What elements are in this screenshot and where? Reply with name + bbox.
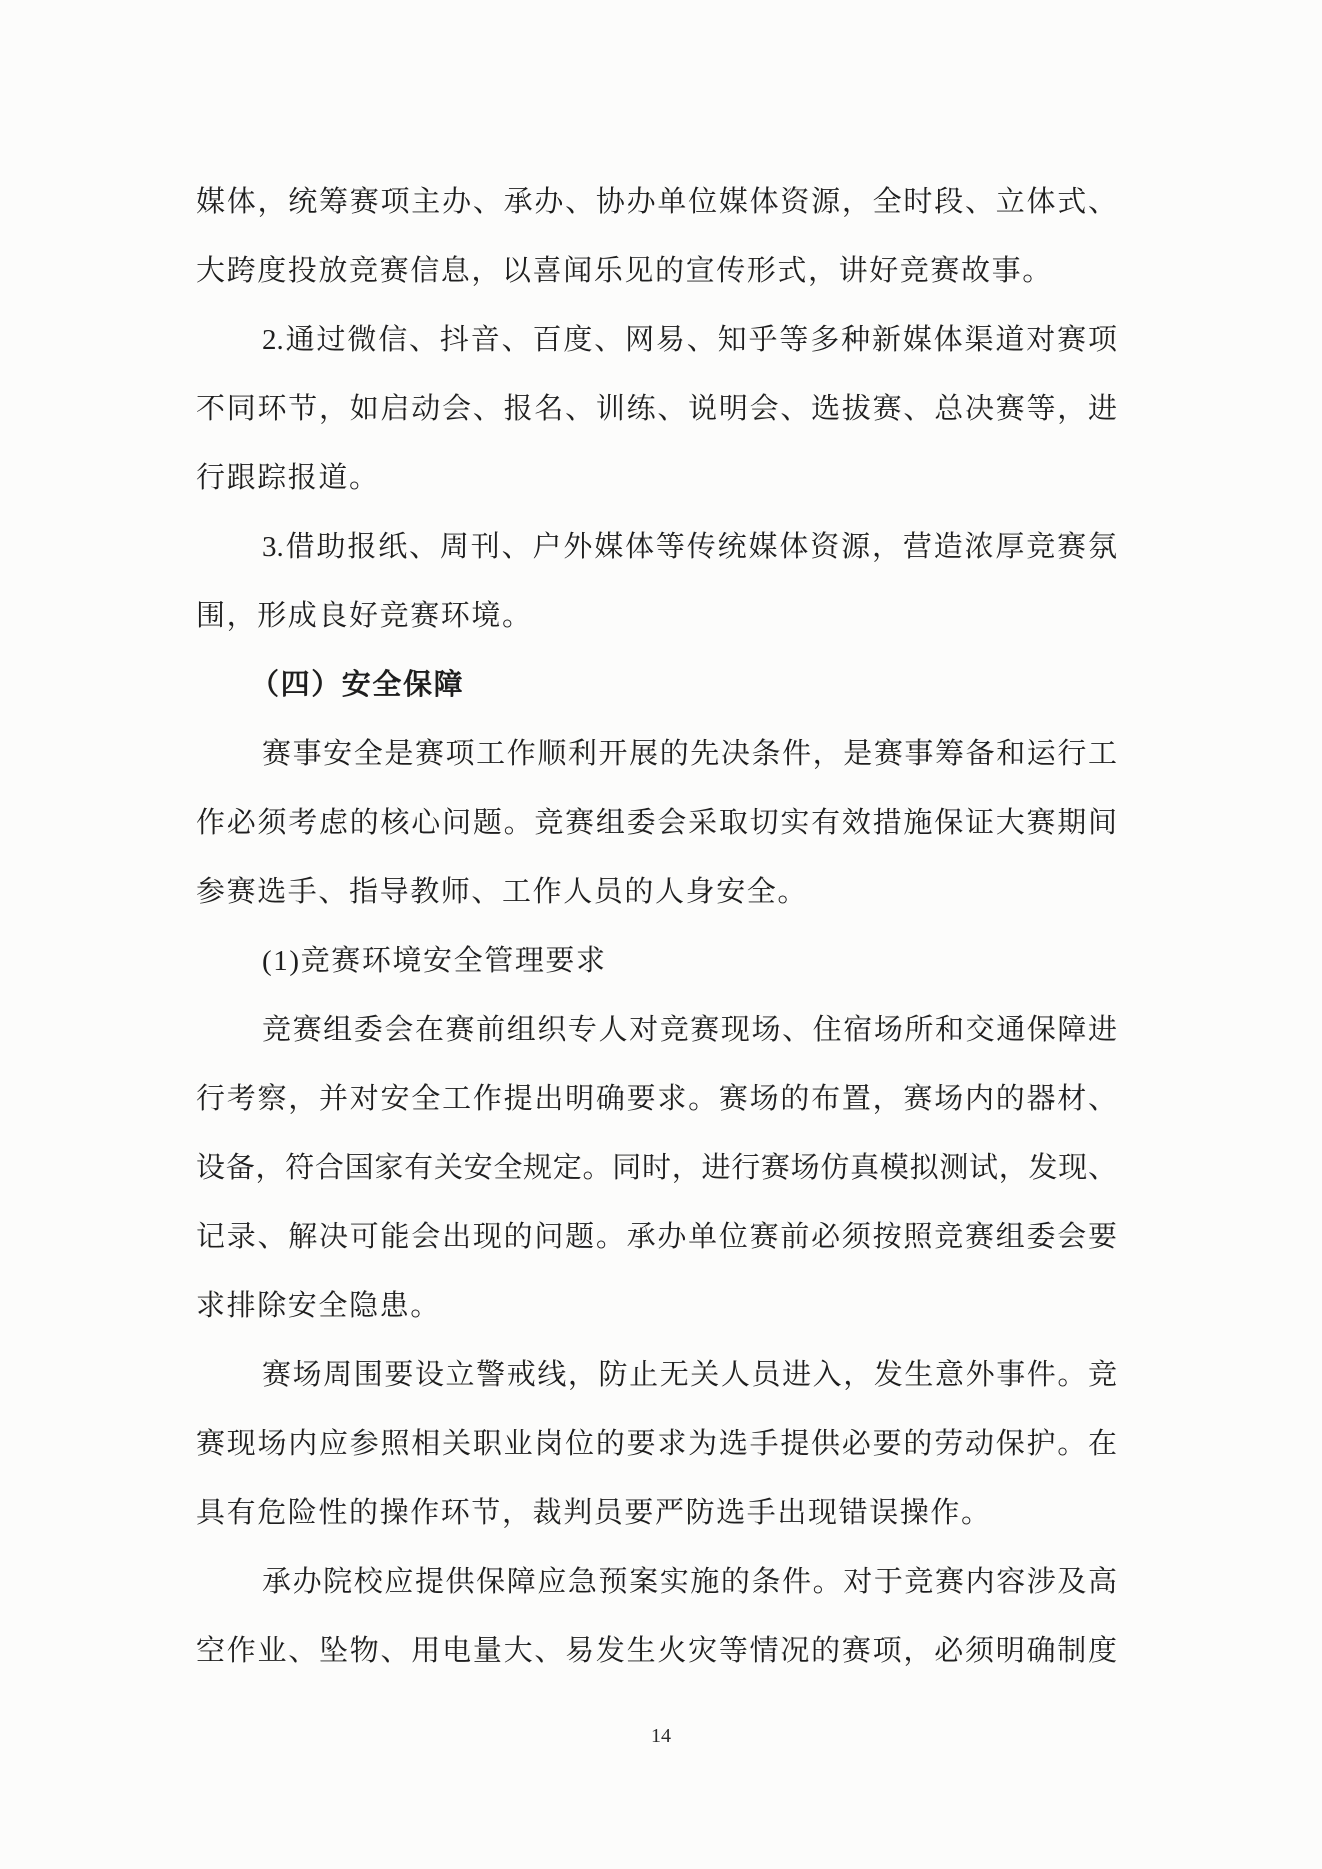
text-line: 作必须考虑的核心问题。竞赛组委会采取切实有效措施保证大赛期间: [196, 807, 1117, 839]
paragraph-safety-intro: [196, 720, 1117, 927]
text-line: 竞赛组委会在赛前组织专人对竞赛现场、住宿场所和交通保障进: [262, 1014, 1117, 1046]
paragraph-venue-inspection: [196, 996, 1117, 1341]
text-line: 3.借助报纸、周刊、户外媒体等传统媒体资源，营造浓厚竞赛氛: [262, 531, 1117, 563]
text-line: 围，形成良好竞赛环境。: [196, 600, 533, 632]
text-line: 具有危险性的操作环节，裁判员要严防选手出现错误操作。: [196, 1497, 992, 1529]
text-line: 大跨度投放竞赛信息，以喜闻乐见的宣传形式，讲好竞赛故事。: [196, 255, 1053, 287]
text-line: 2.通过微信、抖音、百度、网易、知乎等多种新媒体渠道对赛项: [262, 324, 1117, 356]
section-heading: （四）安全保障: [250, 669, 465, 701]
page-number: 14: [651, 1725, 671, 1747]
text-line: 赛场周围要设立警戒线，防止无关人员进入，发生意外事件。竞: [262, 1359, 1117, 1391]
text-line: 承办院校应提供保障应急预案实施的条件。对于竞赛内容涉及高: [262, 1566, 1117, 1598]
text-line: 不同环节，如启动会、报名、训练、说明会、选拔赛、总决赛等，进: [196, 393, 1117, 425]
text-line: 空作业、坠物、用电量大、易发生火灾等情况的赛项，必须明确制度: [196, 1635, 1117, 1667]
text-line: 赛事安全是赛项工作顺利开展的先决条件，是赛事筹备和运行工: [262, 738, 1117, 770]
paragraph-cordon: [196, 1341, 1117, 1548]
paragraph-emergency-plan: [196, 1548, 1117, 1686]
text-line: 设备，符合国家有关安全规定。同时，进行赛场仿真模拟测试，发现、: [196, 1152, 1117, 1184]
text-line: 参赛选手、指导教师、工作人员的人身安全。: [196, 876, 809, 908]
text-line: 媒体，统筹赛项主办、承办、协办单位媒体资源，全时段、立体式、: [196, 186, 1117, 218]
paragraph-item-3: [196, 513, 1117, 651]
text-line: 求排除安全隐患。: [196, 1290, 441, 1322]
body-text: [196, 168, 1117, 1686]
subsection-heading: (1)竞赛环境安全管理要求: [262, 945, 607, 977]
paragraph-publicity-continuation: [196, 168, 1117, 306]
text-line: 行跟踪报道。: [196, 462, 380, 494]
text-line: 行考察，并对安全工作提出明确要求。赛场的布置，赛场内的器材、: [196, 1083, 1117, 1115]
paragraph-item-2: [196, 306, 1117, 513]
text-line: 记录、解决可能会出现的问题。承办单位赛前必须按照竞赛组委会要: [196, 1221, 1117, 1253]
text-line: 赛现场内应参照相关职业岗位的要求为选手提供必要的劳动保护。在: [196, 1428, 1117, 1460]
